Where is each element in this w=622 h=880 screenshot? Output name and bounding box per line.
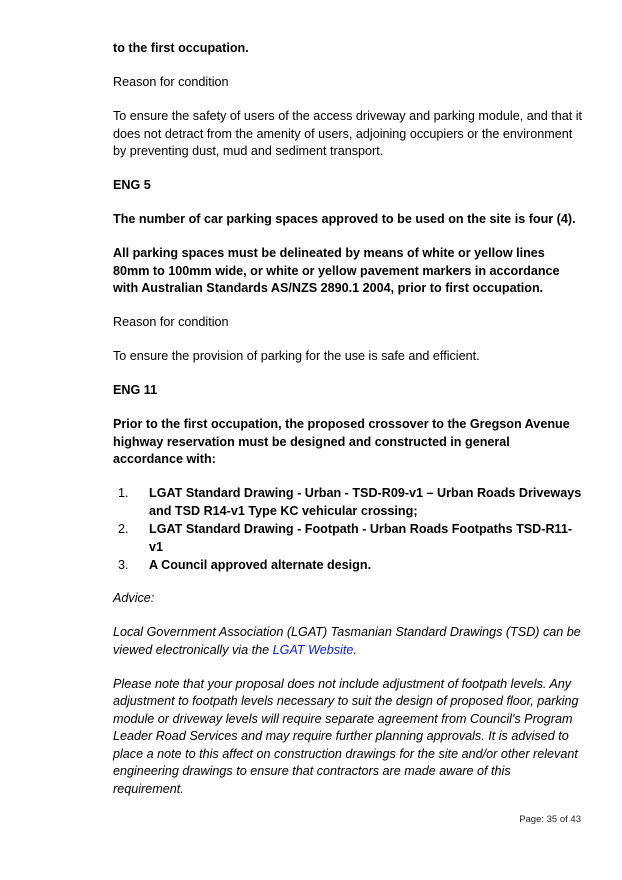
list-item xyxy=(113,521,583,556)
list-item-number: 2. xyxy=(118,522,129,536)
advice-text: Local Government Association (LGAT) Tasmanian Standard Drawings (TSD) can be viewed electronically via the xyxy=(113,625,581,657)
eng11-intro: Prior to the first occupation, the proposed crossover to the Gregson Avenue highway reservation must be designed and constructed in general accordance with: xyxy=(113,417,570,466)
advice-text-end: . xyxy=(353,642,357,657)
reason-heading: Reason for condition xyxy=(113,315,229,329)
list-item-text: A Council approved alternate design. xyxy=(149,558,372,572)
reason-text: To ensure the safety of users of the access driveway and parking module, and that it does not detract from the amenity of users, adjoining occupiers or the environment by preventing dust, mud and sediment transport. xyxy=(113,109,583,158)
eng11-heading: ENG 11 xyxy=(113,383,158,397)
document-body xyxy=(113,40,583,815)
eng5-paragraph: All parking spaces must be delineated by means of white or yellow lines 80mm to 100mm wide, or white or yellow pavement markers in accordance with Australian Standards AS/NZS 2890.1 2004, prior to first occupation. xyxy=(113,246,560,295)
reason-heading: Reason for condition xyxy=(113,75,229,89)
reason-text: To ensure the provision of parking for the use is safe and efficient. xyxy=(113,349,480,363)
lgat-website-link[interactable]: LGAT Website xyxy=(272,642,354,657)
list-item-number: 1. xyxy=(118,486,129,500)
list-item xyxy=(113,557,583,575)
list-item xyxy=(113,485,583,520)
list-item-text: LGAT Standard Drawing - Footpath - Urban Roads Footpaths TSD-R11-v1 xyxy=(149,522,573,554)
advice-paragraph xyxy=(113,624,583,659)
eng5-heading: ENG 5 xyxy=(113,178,151,192)
continuation-text: to the first occupation. xyxy=(113,41,249,55)
page-number: Page: 35 of 43 xyxy=(519,814,581,825)
list-item-text: LGAT Standard Drawing - Urban - TSD-R09-v1 – Urban Roads Driveways and TSD R14-v1 Type KC vehicular crossing; xyxy=(149,486,582,518)
advice-note: Please note that your proposal does not include adjustment of footpath levels. Any adjustment to footpath levels necessary to suit the design of proposed floor, parking module or driveway levels will require separate agreement from Council's Program Leader Road Services and may require further planning approvals. It is advised to place a note to this affect on construction drawings for the site and/or other relevant engineering drawings to ensure that contractors are made aware of this requirement. xyxy=(113,676,579,796)
requirements-list xyxy=(113,485,583,575)
advice-label: Advice: xyxy=(113,591,155,605)
list-item-number: 3. xyxy=(118,558,129,572)
eng5-paragraph: The number of car parking spaces approved to be used on the site is four (4). xyxy=(113,212,576,226)
